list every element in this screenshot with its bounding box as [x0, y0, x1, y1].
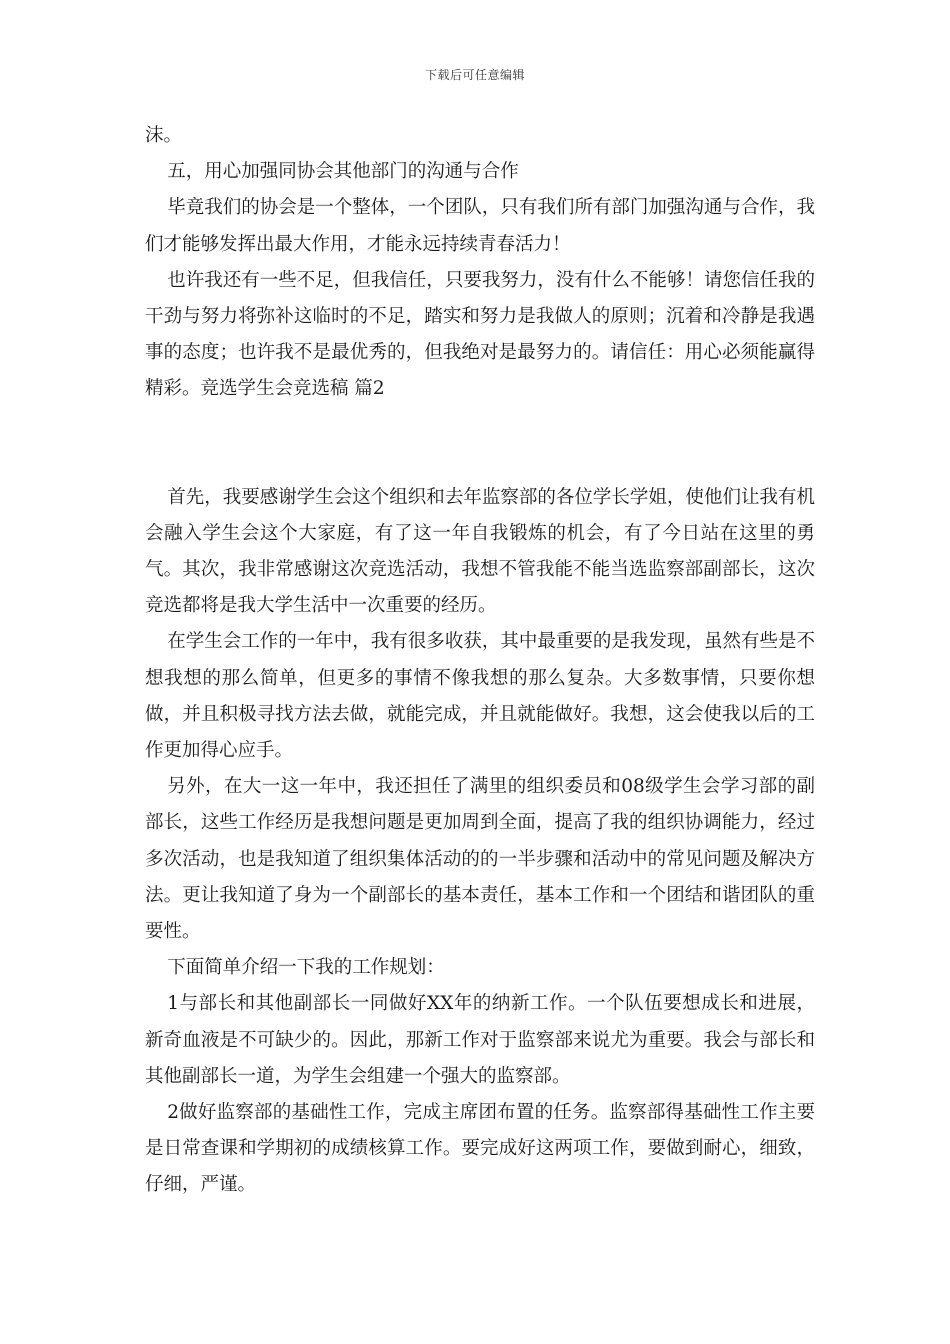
- paragraph: 另外，在大一这一年中，我还担任了满里的组织委员和08级学生会学习部的副部长，这些工作经历是我想问题是更加周到全面，提高了我的组织协调能力，经过多次活动，也是我知道了组织集体活动的的一半步骤和活动中的常见问题及解决方法。更让我知道了身为一个副部长的基本责任，基本工作和一个团结和谐团队的重要性。: [145, 776, 815, 943]
- paragraph: 也许我还有一些不足，但我信任，只要我努力，没有什么不能够！请您信任我的干劲与努力将弥补这临时的不足，踏实和努力是我做人的原则；沉着和冷静是我遇事的态度；也许我不是最优秀的，但我绝对是最努力的。请信任：用心必须能赢得精彩。竞选学生会竞选稿 篇2: [145, 269, 815, 400]
- paragraph: 毕竟我们的协会是一个整体，一个团队，只有我们所有部门加强沟通与合作，我们才能够发挥出最大作用，才能永远持续青春活力！: [145, 197, 815, 255]
- section-heading: 五，用心加强同协会其他部门的沟通与合作: [167, 161, 519, 183]
- paragraph: 1与部长和其他副部长一同做好XX年的纳新工作。一个队伍要想成长和进展，新奇血液是不可缺少的。因此，那新工作对于监察部来说尤为重要。我会与部长和其他副部长一道，为学生会组建一个强大的监察部。: [145, 993, 815, 1087]
- page-header: 下载后可任意编辑: [424, 68, 525, 82]
- blank-gap: [145, 408, 815, 480]
- paragraph: 沫。: [145, 125, 183, 146]
- document-body: [145, 118, 815, 1204]
- paragraph: 在学生会工作的一年中，我有很多收获，其中最重要的是我发现，虽然有些是不想我想的那么简单，但更多的事情不像我想的那么复杂。大多数事情，只要你想做，并且积极寻找方法去做，就能完成，并且就能做好。我想，这会使我以后的工作更加得心应手。: [145, 631, 815, 762]
- paragraph: 首先，我要感谢学生会这个组织和去年监察部的各位学长学姐，使他们让我有机会融入学生会这个大家庭，有了这一年自我锻炼的机会，有了今日站在这里的勇气。其次，我非常感谢这次竞选活动，我想不管我能不能当选监察部副部长，这次竞选都将是我大学生活中一次重要的经历。: [145, 486, 815, 617]
- paragraph: 下面简单介绍一下我的工作规划：: [167, 957, 445, 979]
- paragraph: 2做好监察部的基础性工作，完成主席团布置的任务。监察部得基础性工作主要是日常查课和学期初的成绩核算工作。要完成好这两项工作，要做到耐心，细致，仔细，严谨。: [145, 1102, 815, 1196]
